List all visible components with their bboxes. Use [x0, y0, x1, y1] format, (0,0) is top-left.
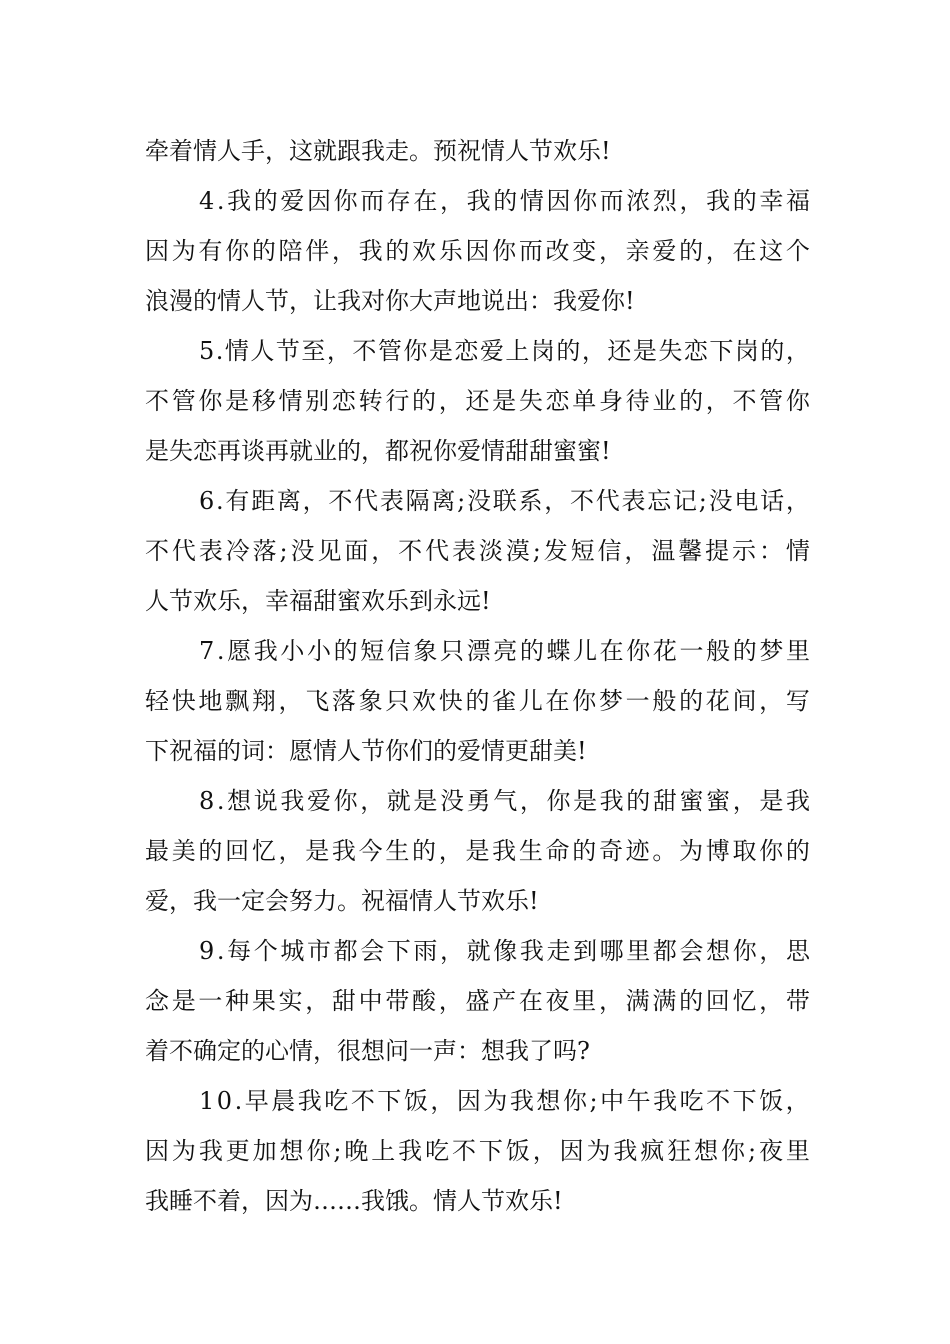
- paragraph-line: 着不确定的心情，很想问一声：想我了吗?: [145, 1037, 590, 1065]
- paragraph-line: 9 . 每 个 城 市 都 会 下 雨 ， 就 像 我 走 到 哪 里 都 会 想 你 ， 思: [199, 937, 810, 965]
- paragraph-line: 我睡不着，因为……我饿。情人节欢乐!: [145, 1187, 563, 1215]
- paragraph-line: 不 代 表 冷 落 ; 没 见 面 ， 不 代 表 淡 漠 ; 发 短 信 ， 温 馨 提 示 ： 情: [145, 537, 810, 565]
- paragraph-line: 6 . 有 距 离 ， 不 代 表 隔 离 ; 没 联 系 ， 不 代 表 忘 记 ; 没 电 话 ，: [199, 487, 810, 515]
- paragraph-line: 因 为 我 更 加 想 你 ; 晚 上 我 吃 不 下 饭 ， 因 为 我 疯 狂 想 你 ; 夜 里: [145, 1137, 810, 1165]
- paragraph-line: 1 0 . 早 晨 我 吃 不 下 饭 ， 因 为 我 想 你 ; 中 午 我 吃 不 下 饭 ，: [199, 1087, 810, 1115]
- paragraph-line: 轻 快 地 飘 翔 ， 飞 落 象 只 欢 快 的 雀 儿 在 你 梦 一 般 的 花 间 ， 写: [145, 687, 810, 715]
- document-body: [145, 126, 810, 1226]
- paragraph-line: 念 是 一 种 果 实 ， 甜 中 带 酸 ， 盛 产 在 夜 里 ， 满 满 的 回 忆 ， 带: [145, 987, 810, 1015]
- paragraph-line: 下祝福的词：愿情人节你们的爱情更甜美!: [145, 737, 587, 765]
- paragraph-line: 是失恋再谈再就业的，都祝你爱情甜甜蜜蜜!: [145, 437, 611, 465]
- paragraph-line: 人节欢乐，幸福甜蜜欢乐到永远!: [145, 587, 491, 615]
- paragraph-line: 不 管 你 是 移 情 别 恋 转 行 的 ， 还 是 失 恋 单 身 待 业 的 ， 不 管 你: [145, 387, 810, 415]
- paragraph-line: 5 . 情 人 节 至 ， 不 管 你 是 恋 爱 上 岗 的 ， 还 是 失 恋 下 岗 的 ，: [199, 337, 810, 365]
- paragraph-line: 7 . 愿 我 小 小 的 短 信 象 只 漂 亮 的 蝶 儿 在 你 花 一 般 的 梦 里: [199, 637, 810, 665]
- paragraph-line: 爱，我一定会努力。祝福情人节欢乐!: [145, 887, 539, 915]
- paragraph-line: 8 . 想 说 我 爱 你 ， 就 是 没 勇 气 ， 你 是 我 的 甜 蜜 蜜 ， 是 我: [199, 787, 810, 815]
- paragraph-line: 浪漫的情人节，让我对你大声地说出：我爱你!: [145, 287, 635, 315]
- paragraph-line: 牵着情人手，这就跟我走。预祝情人节欢乐!: [145, 137, 611, 165]
- paragraph-line: 最 美 的 回 忆 ， 是 我 今 生 的 ， 是 我 生 命 的 奇 迹 。 为 博 取 你 的: [145, 837, 810, 865]
- paragraph-line: 4 . 我 的 爱 因 你 而 存 在 ， 我 的 情 因 你 而 浓 烈 ， 我 的 幸 福: [199, 187, 810, 215]
- paragraph-line: 因 为 有 你 的 陪 伴 ， 我 的 欢 乐 因 你 而 改 变 ， 亲 爱 的 ， 在 这 个: [145, 237, 810, 265]
